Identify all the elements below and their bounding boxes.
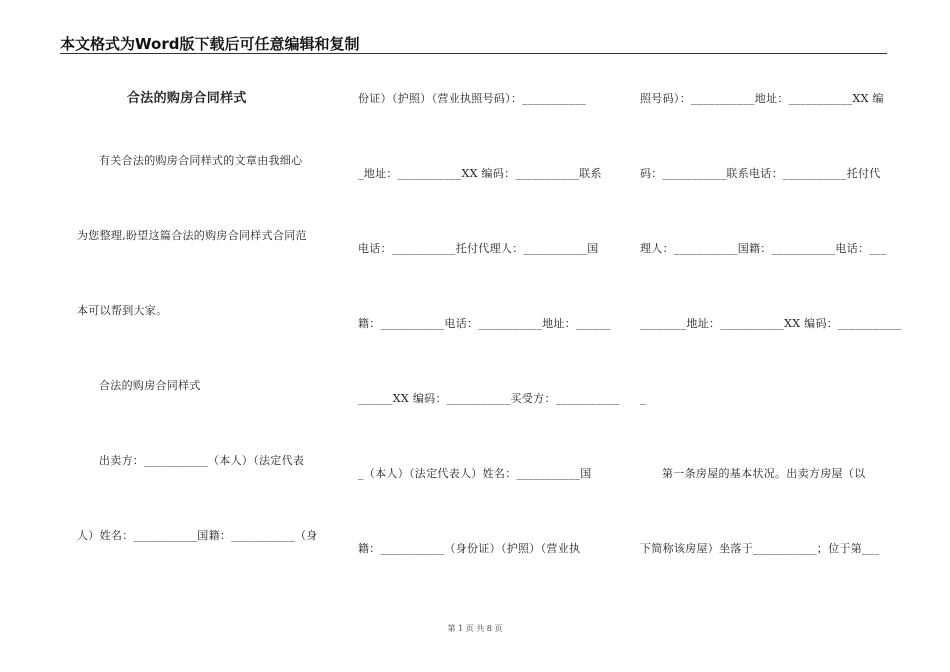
- paragraph-line: 出卖方：___________（本人）（法定代表: [99, 454, 305, 467]
- section-heading: 合法的购房合同样式: [99, 379, 201, 392]
- paragraph-line: _地址：___________XX 编码：___________联系: [358, 167, 602, 180]
- section-heading: 第一条房屋的基本状况。出卖方房屋（以: [662, 467, 866, 480]
- paragraph-line: 本可以帮到大家。: [77, 304, 168, 317]
- text-column-1: [77, 0, 325, 620]
- document-header-title: 本文格式为Word版下载后可任意编辑和复制: [60, 35, 360, 53]
- paragraph-line: 照号码）：___________地址：___________XX 编: [640, 92, 884, 105]
- paragraph-line: 人）姓名：___________国籍：___________（身: [77, 529, 318, 542]
- paragraph-line: _: [640, 392, 646, 405]
- paragraph-line: 份证）（护照）（营业执照号码）：___________: [358, 92, 587, 105]
- text-column-2: [358, 0, 620, 620]
- article-title: 合法的购房合同样式: [127, 91, 247, 106]
- paragraph-line: 下简称该房屋）坐落于___________；位于第___: [640, 542, 880, 555]
- paragraph-line: 码：___________联系电话：___________托付代: [640, 167, 881, 180]
- paragraph-line: 为您整理,盼望这篇合法的购房合同样式合同范: [77, 229, 307, 242]
- page-footer: 第 1 页 共 8 页: [447, 624, 503, 633]
- paragraph-line: ________地址：___________XX 编码：___________: [640, 317, 902, 330]
- paragraph-line: 理人：___________国籍：___________电话：___: [640, 242, 887, 255]
- paragraph-line: 籍：___________（身份证）（护照）（营业执: [358, 542, 581, 555]
- paragraph-line: _（本人）（法定代表人）姓名：___________国: [358, 467, 592, 480]
- text-column-3: [640, 0, 902, 620]
- paragraph-line: ______XX 编码：___________买受方：___________: [358, 392, 620, 405]
- paragraph-line: 有关合法的购房合同样式的文章由我细心: [99, 154, 303, 167]
- paragraph-line: 电话：___________托付代理人：___________国: [358, 242, 599, 255]
- paragraph-line: 籍：___________电话：___________地址：______: [358, 317, 611, 330]
